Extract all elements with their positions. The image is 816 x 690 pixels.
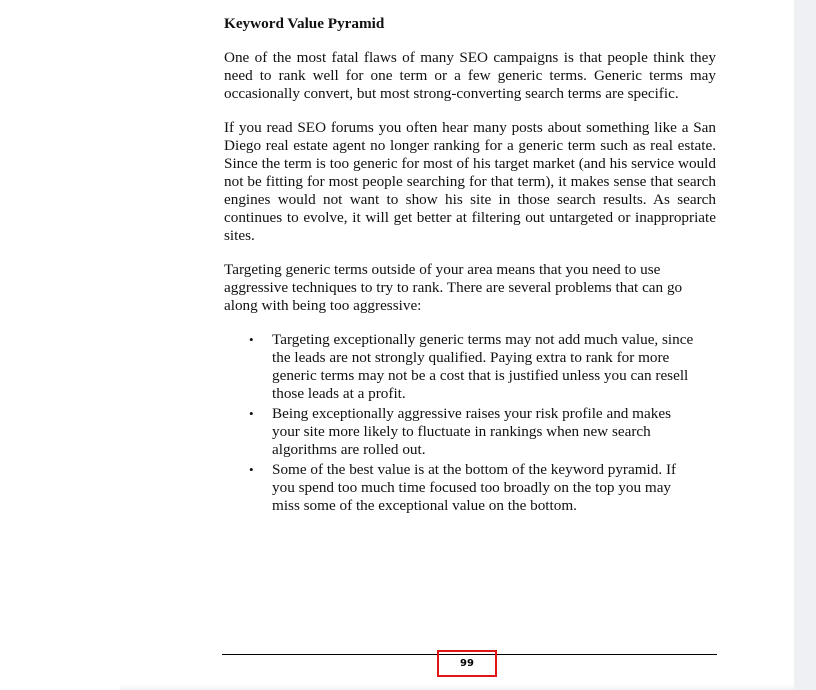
- scrollbar-track[interactable]: [794, 0, 816, 690]
- bullet-icon: •: [249, 462, 254, 477]
- list-item: [249, 405, 702, 459]
- bullet-icon: •: [249, 332, 254, 347]
- bullet-icon: •: [249, 406, 254, 421]
- list-item: [249, 461, 702, 515]
- section-heading: Keyword Value Pyramid: [224, 15, 385, 32]
- list-item-text: Some of the best value is at the bottom of the keyword pyramid. If you spend too much time focused too broadly on the top you may miss some of the exceptional value on the bottom.: [272, 461, 677, 514]
- page-number: 99: [460, 658, 474, 669]
- paragraph-3: Targeting generic terms outside of your area means that you need to use aggressive techniques to try to rank. There are several problems that can go along with being too aggressive:: [224, 261, 683, 314]
- page-number-highlight: [437, 650, 497, 677]
- list-item-text: Being exceptionally aggressive raises your risk profile and makes your site more likely to fluctuate in rankings when new search algorithms are rolled out.: [272, 405, 671, 458]
- paragraph-2: If you read SEO forums you often hear many posts about something like a San Diego real estate agent no longer ranking for a generic term such as real estate. Since the term is too generic for most of his target market (and his service would not be fitting for most people searching for that term), it makes sense that search engines would not want to show his site in those search results. As search continues to evolve, it will get better at filtering out untargeted or inappropriate sites.: [224, 119, 716, 244]
- bullet-list: [224, 331, 716, 515]
- list-item-text: Targeting exceptionally generic terms may not add much value, since the leads are not strongly qualified. Paying extra to rank for more generic terms may not be a cost that is justified unless you can resell those leads at a profit.: [272, 331, 694, 402]
- page-content: [224, 14, 716, 517]
- paragraph-1: One of the most fatal flaws of many SEO campaigns is that people think they need to rank well for one term or a few generic terms. Generic terms may occasionally convert, but most strong-converting search terms are specific.: [224, 49, 716, 102]
- list-item: [249, 331, 702, 403]
- page-bottom-edge: [120, 684, 794, 690]
